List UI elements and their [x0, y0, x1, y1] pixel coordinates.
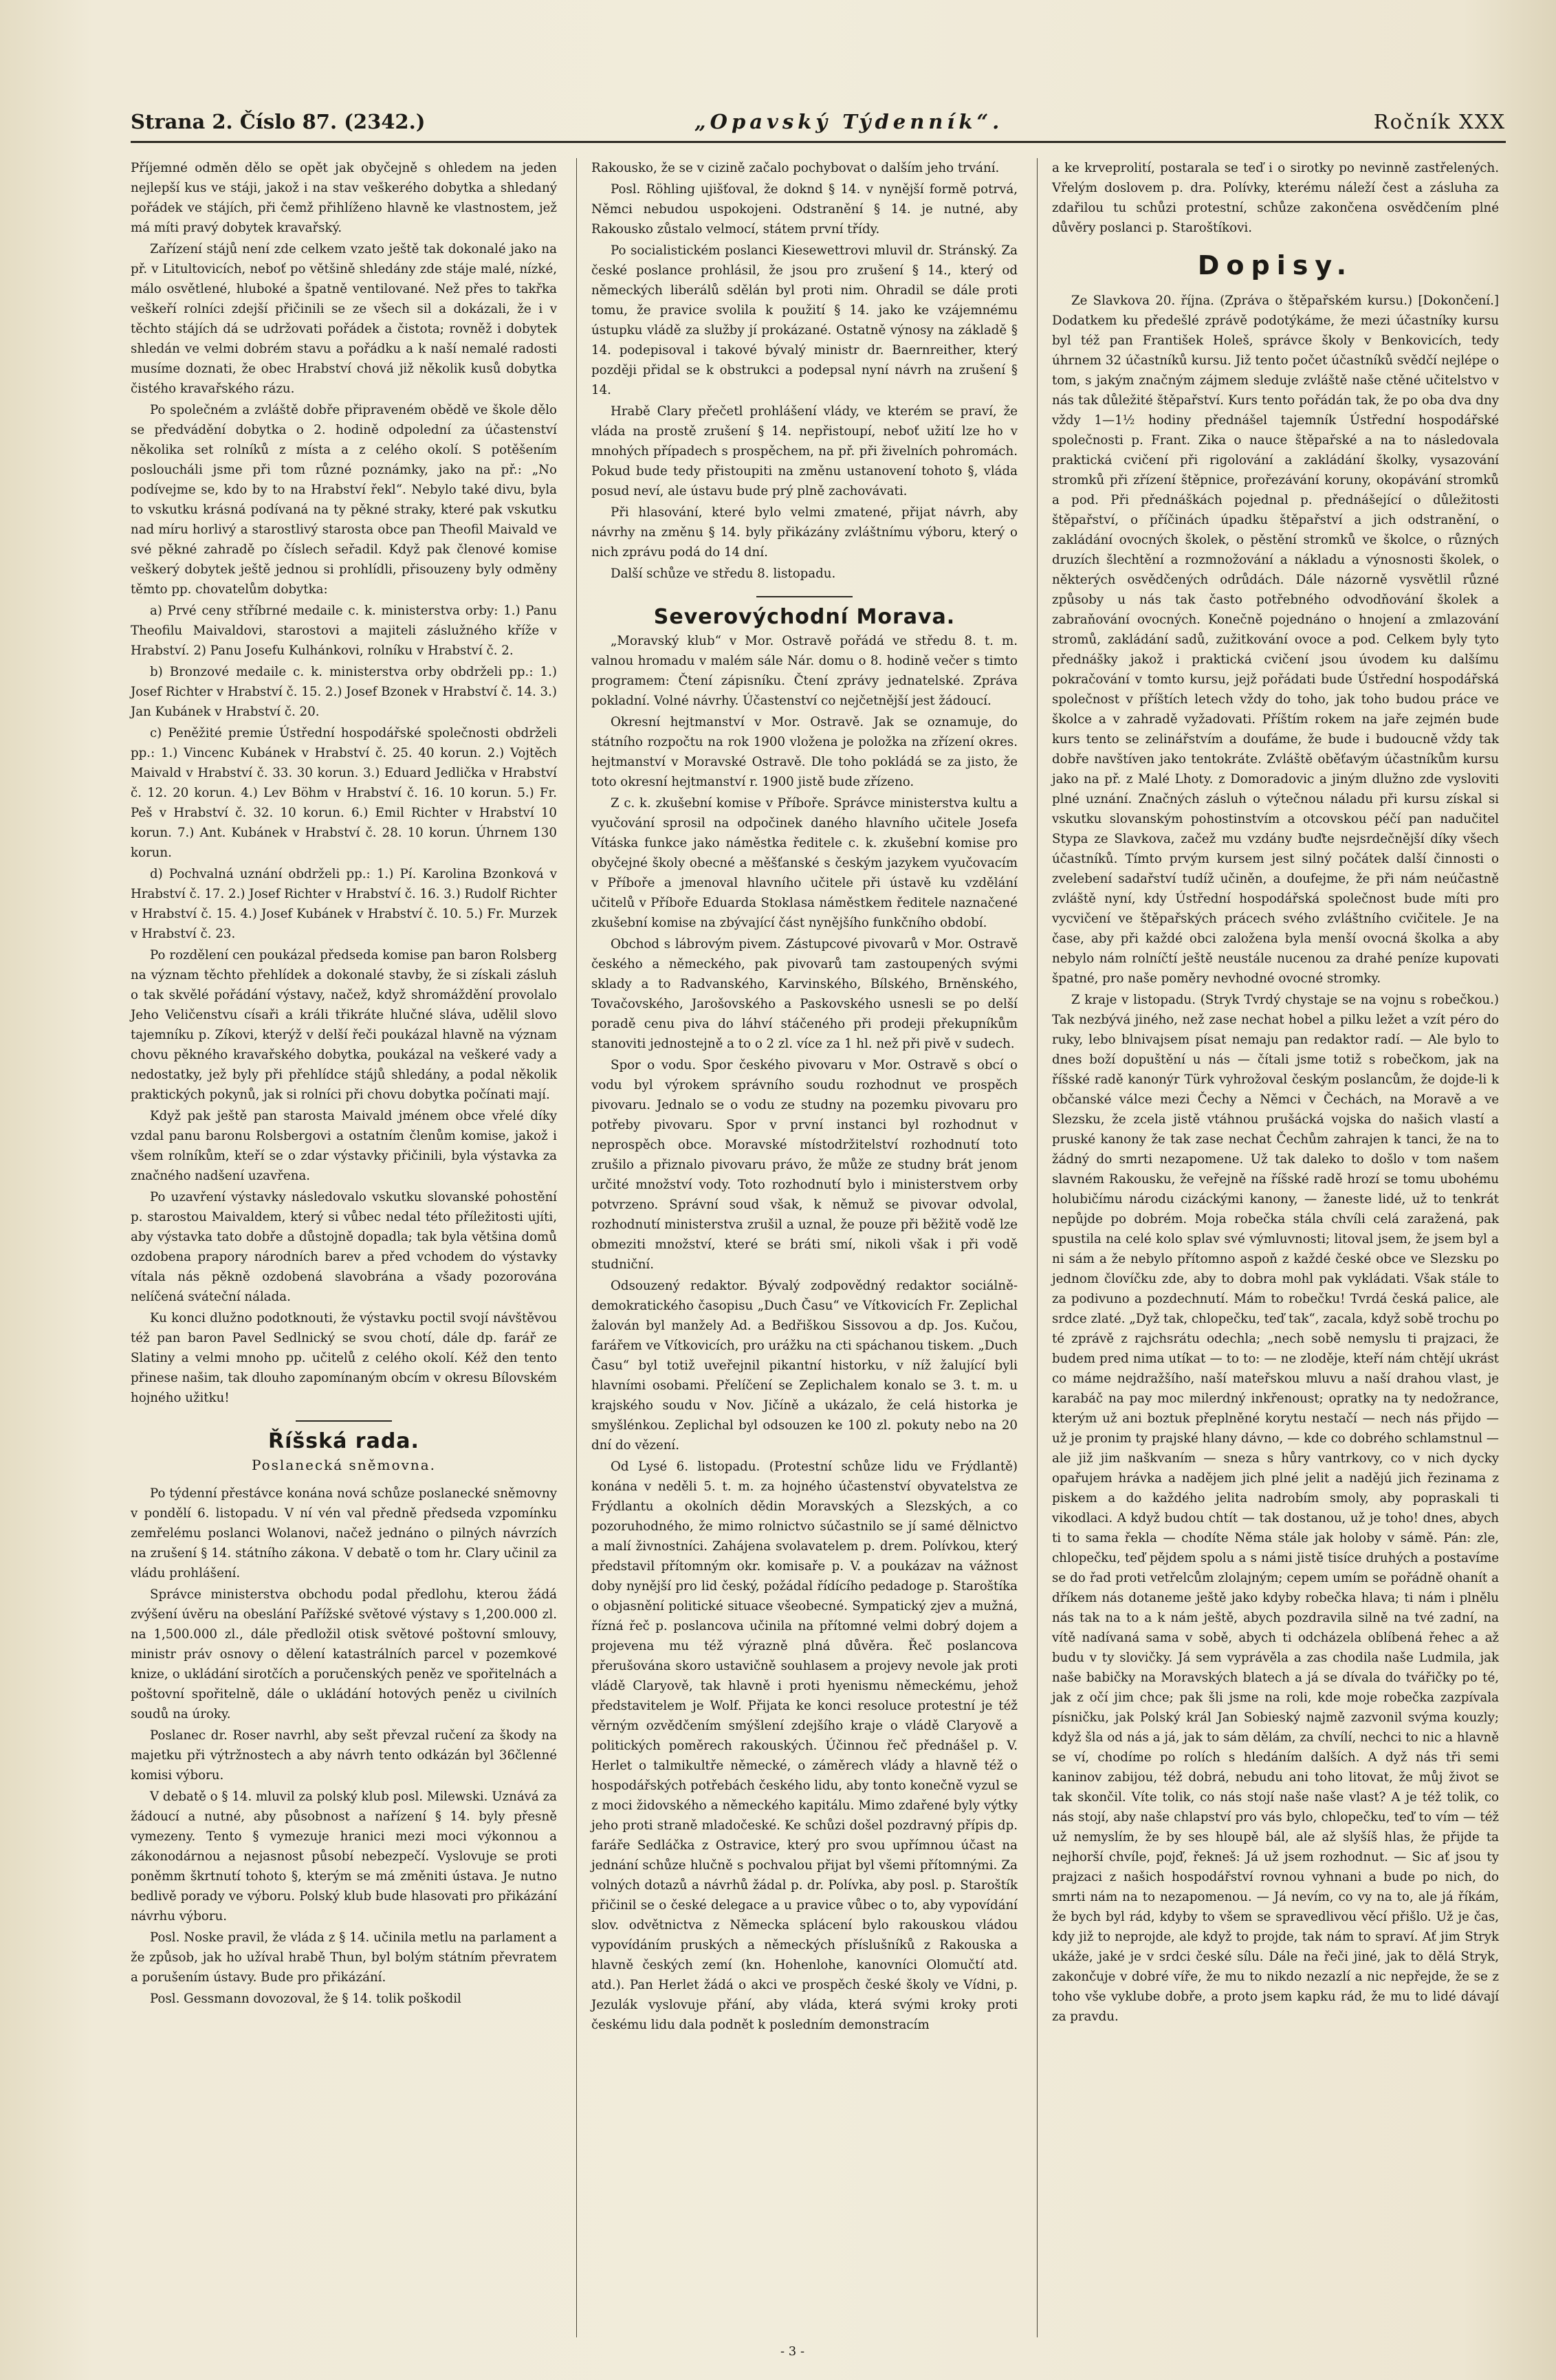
paragraph: Posl. Röhling ujišťoval, že doknd § 14. v nynější formě potrvá, Němci nebudou uspokojeni. Odstranění § 14. je nutné, aby Rakousko zůstalo velmocí, státem první třídy. [591, 182, 1018, 236]
newspaper-title: „Opavský Týdenník“. [694, 110, 1004, 133]
paragraph: Hrabě Clary přečetl prohlášení vlády, ve kterém se praví, že vláda na prostě zrušení § 14. nepřistoupí, neboť užití lze ho v mnohých případech s prospěchem, na př. při živelních pohromách. Pokud bude tedy přistoupiti na změnu ustanovení tohoto §, vláda posud neví, ale ústavu bude prý plně zachovávati. [591, 404, 1018, 498]
paragraph: Příjemné odměn dělo se opět jak obyčejně s ohledem na jeden nejlepší kus ve stáji, jakož i na stav veškerého dobytka a shledaný pořádek ve stájích, při čemž přihlíženo hlavně ke vlastnostem, jež má míti pravý dobytek kravařský. [131, 161, 557, 235]
paragraph: Po rozdělení cen poukázal předseda komise pan baron Rolsberg na význam těchto přehlídek a dokonalé stavby, že si získali zásluh o tak skvělé pořádání výstavy, načež, když shromáždění provolalo Jeho Veličenstvu císaři a králi třikráte hlučné sláva, udělil slovo tajemníku p. Zíkovi, kterýž v delší řeči poukázal hlavně na význam chovu pěkného kravařského dobytka, poukázal na veškeré vady a nedostatky, jež byly při přehlídce stájů shledány, a podal několik praktických pokynů, jak si rolníci při chovu dobytka počínati mají. [131, 948, 557, 1102]
section-separator [756, 596, 853, 597]
paragraph: c) Peněžité premie Ústřední hospodářské společnosti obdrželi pp.: 1.) Vincenc Kubánek v Hrabství č. 25. 40 korun. 2.) Vojtěch Maivald v Hrabství č. 33. 30 korun. 3.) Eduard Jedlička v Hrabství č. 12. 20 korun. 4.) Lev Böhm v Hrabství č. 16. 10 korun. 5.) Fr. Peš v Hrabství č. 32. 10 korun. 6.) Emil Richter v Hrabství 10 korun. 7.) Ant. Kubánek v Hrabství č. 28. 10 korun. Úhrnem 130 korun. [131, 726, 557, 860]
paragraph: Z c. k. zkušební komise v Příboře. Správce ministerstva kultu a vyučování sprosil na odpočinek daného hlavního učitele Josefa Vításka funkce jako náměstka ředitele c. k. zkušební komise pro obyčejné školy obecné a měšťanské s českým jazykem vyučovacím v Příboře a jmenoval hlavního učitele při ústavě ku vzdělání učitelů v Příboře Eduarda Stoklasa náměstkem ředitele naznačené zkušební komise na zbývající část nynějšího funkčního období. [591, 796, 1018, 930]
paragraph: Při hlasování, které bylo velmi zmatené, přijat návrh, aby návrhy na změnu § 14. byly přikázány zvláštnímu výboru, který o nich zprávu podá do 14 dní. [591, 505, 1018, 560]
paragraph: Po socialistickém poslanci Kiesewettrovi mluvil dr. Stránský. Za české poslance prohlásil, že jsou pro zrušení § 14., který od německých liberálů sdělán byl proti nim. Ohradil se dále proti tomu, že pravice svolila k použití § 14. jako ke vzájemnému ústupku vládě za služby jí prokázané. Ostatně výnosy na základě § 14. podepisoval i takové bývalý ministr dr. Baernreither, který později přidal se k obstrukci a podepsal nyní návrh na zrušení § 14. [591, 243, 1018, 397]
paragraph: Posl. Noske pravil, že vláda z § 14. učinila metlu na parlament a že způsob, jak ho užíval hrabě Thun, byl bolým státním převratem a porušením ústavy. Bude pro přikázání. [131, 1930, 557, 1985]
paragraph: Z kraje v listopadu. (Stryk Tvrdý chystaje se na vojnu s robečkou.) Tak nezbývá jiného, než zase nechat hobel a pilku ležet a vzít péro do ruky, lebo blnivajsem písat nemaju pan redaktor radí. — Ale bylo to dnes boží dopuštění u nás — čítali jsme totiž s robečkom, jak na říšské radě kanonýr Türk vyhrožoval českým poslancům, že dojde-li k občanské válce mezi Čechy a Němci v Čechách, na Moravě a ve Slezsku, že zcela jistě vtáhnou prušácká vojska do našich vlastí a pruské kanony že tak zase nechat Čechům zahrajen k tanci, že na to žádný do smrti nezapomene. Už tak daleko to došlo v tom našem slavném Rakousku, že veřejně na říšské radě hrozí se tomu ubohému holubičímu národu cizáckými kanony, — žaneste lidé, už to tenkrát nepůjde po dobrém. Moja robečka stála chvíli celá zaražená, pak spustila na celé kolo splav své výmluvnosti; litoval jsem, že jsem byl a ni sám a že nebylo přítomno aspoň z každé české obce ve Slezsku po jednom človíčku zde, aby to dobra mohl pak vykládati. Však stále to za podivuno a pozdechnutí. Mám to robečku! Tvrdá česká palice, ale srdce zlaté. „Dyž tak, chlopečku, teď tak“, zacala, když sobě trochu po té zprávě z rajchsrátu odechla; „nech sobě nemyslu ti prajzaci, že budem pred nima utíkat — to to: — ne zloděje, kteří nám chtějí ukrást co máme nejdražšího, naší mateřskou mluvu a naší drahou vlast, je karabáč na pay moc milerdný inkřenoust; opratky na ty nedožrance, kterým už ani boztuk přeplněné korytu nestačí — nech nás přijdo — už je pronim ty prajské hlany dávno, — kde co dobrého schlamstnul — ale již jim naškvaním — sneza s hůry vantrkovy, co v nich dycky opařujem hrávka a nadějem jich plné jelit a nadějú jich řezinama z piskem a do každého jelita nadrobím smoly, aby popraskali ti vikodlaci. A když budou chtít — tak dostanou, už je toho! dnes, abych ti to sama řekla — chodíte Něma stále jak holoby v sámě. Pán: zle, chlopečku, teď pějdem spolu a s námi jistě tisíce druhých a postavíme se do řad proti vetřelcům zlolajným; cepem umím se pořádně ohanít a dříkem nás dotaneme ještě jako kdyby robečka hlava; ti nám i plnělu nás tak na to a k nám ještě, abych pozdravila silně na tvé zadní, na vítě nadívaná sama v sobě, abych ti odcházela oblíbená řehec a až budu v ty slovičky. Já sem vyprávěla a zas chodila naše Ludmila, jak naše babičky na Moravských blatech a já se dívala do tvářičky po té, jak z očí jim chce; pak šli jsme na roli, kde moje robečka zazpívala písničku, jak Polský král Jan Sobieský najmě zazvonil svýma kouzly; když šla od nás a já, jak to sám dělám, za chvílí, nechci to nic a hlavně se ví, chodíme po rolích s hledáním dalších. A dyž nás tři semi kaninov zabijou, též dobrá, nebudu ani toho litovat, že můj život se tak skončil. Víte tolik, co nás stojí naše naše vlast? A je též tolik, co nás stojí, aby naše chlapství pro vás bylo, chlopečku, teď to vím — též už nemyslím, že by ses hloupě bál, ale až slyšíš hlas, že přijde ta nejhorší chvíle, pojď, řekneš: Já už jsem rozhodnut. — Sic ať jsou ty prajzaci z našich hospodářství rovnou vyhnani a bude po nich, do smrti nám na to nezapomenou. — Já nevím, co vy na to, ale já říkám, že bych byl rád, kdyby to všem se spravedlivou věcí přišlo. Už je čas, kdy již to neprojde, ale když to projde, tak nám to spraví. Ať jim Stryk ukáže, jaké je v srdci české sílu. Dále na řeči jiné, jak to dělá Stryk, zakončuje v dobré víře, že mu to nikdo nezazlí a nic nepřejde, že se z toho vše vyklube dobře, a proto jsem kapku rád, že mu to lidé dávají za pravdu. [1052, 993, 1499, 2024]
column-divider [1037, 158, 1038, 2337]
section-separator [296, 1420, 392, 1422]
paragraph: Když pak ještě pan starosta Maivald jménem obce vřelé díky vzdal panu baronu Rolsbergovi a ostatním členům komise, jakož i všem rolníkům, kteří se o zdar výstavky přičinili, byla výstavka za značného nadšení uzavřena. [131, 1109, 557, 1183]
section-subtitle: Poslanecká sněmovna. [251, 1457, 437, 1473]
paragraph: Od Lysé 6. listopadu. (Protestní schůze lidu ve Frýdlantě) konána v neděli 5. t. m. za hojného účastenství obyvatelstva ze Frýdlantu a okolních dědin Moravských a Slezských, a co pozoruhodného, že mimo rolnictvo súčastnilo se jí samé dělnictvo a malí živnostníci. Zahájena svolavatelem p. drem. Polívkou, který představil přítomným okr. komisaře p. V. a poukázav na vážnost doby nynější pro lid český, požádal řídícího pedadoge p. Staroštíka o objasnění politické situace všeobecné. Sympatický zjev a mužná, řízná řeč p. poslancova učinila na přítomné velmi dobrý dojem a projevena mu též výrazně plná důvěra. Řeč poslancova přerušována skoro ustavičně souhlasem a projevy nevole jak proti vládě Claryově, tak hlavně i proti hyenismu německému, jehož představitelem je Wolf. Přijata ke konci resoluce protestní je též věrným ozvědčením smýšlení zdejšího kraje o vládě Claryově a politických poměrech rakouských. Účinnou řeč přednášel p. V. Herlet o talmikultře německé, o záměrech vlády a hlavně též o hospodářských potřebách českého lidu, aby tonto konečně vyzul se z moci židovského a německého kapitálu. Mimo zdařené byly výtky jeho proti straně mladočeské. Ke schůzi došel pozdravný přípis dp. faráře Sedláčka z Ostravice, který pro svou upřímnou účast na jednání schůze hlučně s pochvalou přijat byl všemi přítomnými. Za volných dotazů a návrhů žádal p. dr. Polívka, aby posl. p. Staroštík přičinil se o české delegace a u pravice vůbec o to, aby vypovídání slov. odvětnictva z Německa splácení bylo rakouskou vládou vypovídáním pruských a německých příslušníků z Rakouska a hlavně českých zemí (kn. Hohenlohe, kanovníci Olomučtí atd. atd.). Pan Herlet žádá o akci ve prospěch české školy ve Vídni, p. Jezulák vyslovuje přání, aby vláda, která svými kroky proti českému lidu dala podnět k posledním demonstracím [591, 1459, 1018, 2032]
paragraph: b) Bronzové medaile c. k. ministerstva orby obdrželi pp.: 1.) Josef Richter v Hrabství č. 15. 2.) Josef Bzonek v Hrabství č. 14. 3.) Jan Kubánek v Hrabství č. 20. [131, 665, 557, 719]
column-2 [591, 158, 1018, 2036]
paragraph: Po společném a zvláště dobře připraveném obědě ve škole dělo se předvádění dobytka o 2. hodině odpolední za účastenství několika set rolníků z místa a z celého okolí. S potěšením posloucháli jsme při tom různé poznámky, jako na př.: „No podívejme se, kdo by to na Hrabství řekl“. Nebylo také divu, byla to vskutku krásná podívaná na ty pěkné straky, které pak vskutku nad míru horlivý a starostlivý starosta obce pan Theofil Maivald ve své pěkné zahradě po číslech seřadil. Když pak členové komise veškerý dobytek ještě jednou si prohlídli, přisouzeny byly odměny těmto pp. chovatelům dobytka: [131, 403, 557, 597]
volume-label: Ročník XXX [1373, 110, 1506, 133]
paragraph: a) Prvé ceny stříbrné medaile c. k. ministerstva orby: 1.) Panu Theofilu Maivaldovi, starostovi a majiteli záslužného kříže v Hrabství. 2) Panu Josefu Kulhánkovi, rolníku v Hrabství č. 2. [131, 604, 557, 658]
paragraph: Zařízení stájů není zde celkem vzato ještě tak dokonalé jako na př. v Litultovicích, neboť po většině shledány zde stáje malé, nízké, málo osvětlené, hluboké a špatně ventilované. Než přes to takřka veškeří rolníci zdejší přičinili se ze všech sil a dokázali, že i v těchto stájích dá se udržovati pořádek a čistota; rovněž i dobytek shledán ve velmi dobrém stavu a pořádku a k naší nemalé radosti musíme doznati, že obec Hrabství chová již několik kusů dobytka čistého kravařského rázu. [131, 242, 557, 396]
column-1 [131, 158, 557, 2010]
page-footer-mark: - 3 - [780, 2344, 805, 2359]
section-title-severovychodni-morava: Severovýchodní Morava. [653, 605, 956, 629]
paragraph: „Moravský klub“ v Mor. Ostravě pořádá ve středu 8. t. m. valnou hromadu v malém sále Nár. domu o 8. hodině večer s timto programem: Čtení zápisníku. Čtení zprávy jednatelské. Zpráva pokladní. Volné návrhy. Účastenství co nejčetnější jest žádoucí. [591, 634, 1018, 708]
paragraph: a ke krveprolití, postarala se teď i o sirotky po nevinně zastřelených. Vřelým doslovem p. dra. Polívky, kterému náleží čest a zásluha za zdařilou tu schůzi protestní, schůze zakončena osvědčením plné důvěry poslanci p. Staroštíkovi. [1052, 161, 1499, 235]
paragraph: Posl. Gessmann dovozoval, že § 14. tolik poškodil [150, 1992, 461, 2006]
paragraph: Správce ministerstva obchodu podal předlohu, kterou žádá zvýšení úvěru na obeslání Pařížské světové výstavy s 1,200.000 zl. na 1,500.000 zl., dále předložil otisk světové poštovní smlouvy, ministr práv osnovy o dělení katastrálních parcel v pozemkové knize, o ukládání sirotčích a poručenských peněz ve spořitelnách a poštovní spořitelně, dále o ukládání hotových peněz u civilních soudů na úroky. [131, 1587, 557, 1721]
column-divider [576, 158, 577, 2337]
page-number-issue: Strana 2. Číslo 87. (2342.) [131, 110, 426, 133]
paragraph: Další schůze ve středu 8. listopadu. [611, 566, 836, 581]
paragraph: d) Pochvalná uznání obdrželi pp.: 1.) Pí. Karolina Bzonková v Hrabství č. 17. 2.) Josef Richter v Hrabství č. 16. 3.) Rudolf Richter v Hrabství č. 15. 4.) Josef Kubánek v Hrabství č. 10. 5.) Fr. Murzek v Hrabství č. 23. [131, 867, 557, 941]
header-rule [131, 141, 1506, 143]
page-header [131, 103, 1506, 144]
paragraph: Ze Slavkova 20. října. (Zpráva o štěpařském kursu.) [Dokončení.] Dodatkem ku předešlé zprávě podotýkáme, že mezi účastníky kursu byl též pan František Holeš, správce školy v Benkovicích, tedy úhrnem 32 účastníků kursu. Již tento počet účastníků svědčí nejlépe o tom, s jakým značným zájmem sleduje zvláště naše ctěné učitelstvo v nás tak důležité štěpařství. Kurs tento pořádán tak, že po oba dva dny vždy 1—1½ hodiny přednášel tajemník Ústřední hospodářské společnosti p. Frant. Zika o nauce štěpařské a na to následovala praktická cvičení při rigolování a zakládání školky, vysazování stromků při zřízení štěpnice, prořezávání koruny, okopávání stromků a pod. Při přednáškách pojednal p. přednášející o důležitosti štěpařství, o příčinách úpadku štěpařství a jich odstranění, o zakládání ovocných školek, o pěstění stromků ve školce, o různých druzích šlechtění a rozmnožování a nákladu a výnosnosti školek, o některých osvědčených odrůdách. Dále názorně vysvětlil různé způsoby u nás tak často potřebného odvodňování školek a zabraňování ovocných. Konečně pojednáno o hnojení a zmlazování stromů, zakládání sadů, zužitkování ovoce a pod. Celkem byly tyto přednášky jakož i praktická cvičení jsou úvodem ku dalšímu pokračování v tomto kursu, jejž pořádati bude Ústřední hospodářská společnost v příštích letech vždy do toho, jak toho budou práce ve školce a v zahradě vyžadovati. Příštím rokem na jaře zejmén bude kurs tento se zelinářstvím a doufáme, že bude i budoucně vždy tak dobře navštíven jako tentokráte. Zvláště oběťavým účastníkům kursu jako na př. z Malé Lhoty. z Domoradovic a jiným dlužno zde vysloviti plné uznání. Značných zásluh o výtečnou náladu při kursu získal si vskutku slovanským pohostinstvím a otcovskou péčí pan nadučitel Stypa ze Slavkova, začež mu vzdány buďte nejsrdečnější díky všech účastníků. Tímto prvým kursem jest silný počátek další činnosti o zvelebení sadařství tudíž učiněn, a doufejme, že při nám neúčastně zvláště nyní, kdy Ústřední hospodářská společnost bude míti pro vycvičení ve štěpařských prácech svého zvláštního cvičitele. Je na čase, aby při každé obci založena byla menší ovocná školka a aby nebylo nám rolníčtí ještě neustále nucenou za drahé peníze kupovati špatné, pro naše poměry nevhodné ovocné stromky. [1052, 294, 1499, 986]
paragraph: Poslanec dr. Roser navrhl, aby sešt převzal ručení za škody na majetku při výtržnostech a aby návrh tento odkázán byl 36členné komisi výboru. [131, 1728, 557, 1783]
section-title-dopisy: Dopisy. [1197, 250, 1354, 280]
paragraph: Rakousko, že se v cizině začalo pochybovat o dalším jeho trvání. [591, 161, 1000, 175]
paragraph: Po uzavření výstavky následovalo vskutku slovanské pohostění p. starostou Maivaldem, který si vůbec nedal této příležitosti ujíti, aby výstavka tato dobře a důstojně dopadla; tak byla většina domů ozdobena prapory národních barev a před vchodem do výstavky vítala nás pěkně ozdobená slavobrána a všady pozorována nelíčená sváteční nálada. [131, 1190, 557, 1304]
paragraph: Odsouzený redaktor. Bývalý zodpovědný redaktor sociálně-demokratického časopisu „Duch Času“ ve Vítkovicích Fr. Zeplichal žalován byl manžely Ad. a Bedřiškou Sissovou a dp. Jos. Kučou, farářem ve Vítkovicích, pro urážku na cti spáchanou tiskem. „Duch Času“ byl totiž uveřejnil pikantní historku, v níž žalující byli hlavními osobami. Přelíčení se Zeplichalem konalo se 3. t. m. u krajského soudu v Nov. Jičíně a ukázalo, že celá historka je smyšlénkou. Zeplichal byl odsouzen ke 100 zl. pokuty nebo na 20 dní do vězení. [591, 1279, 1018, 1453]
section-title-risska-rada: Říšská rada. [268, 1429, 419, 1453]
column-3 [1052, 158, 1499, 2028]
paragraph: Okresní hejtmanství v Mor. Ostravě. Jak se oznamuje, do státního rozpočtu na rok 1900 vložena je položka na zřízení okres. hejtmanství v Moravské Ostravě. Dle toho pokládá se za jisto, že toto okresní hejtmanství r. 1900 jistě bude zřízeno. [591, 715, 1018, 789]
paragraph: Obchod s lábrovým pivem. Zástupcové pivovarů v Mor. Ostravě českého a německého, pak pivovarů tam zastoupených svými sklady a to Radvanského, Karvinského, Bílského, Brněnského, Tovačovského, Jarošovského a Paskovského usnesli se po delší poradě cenu piva do láhví stáčeného při prodeji překupníkům stanoviti jednostejně a to o 2 zl. více za 1 hl. než při pivě v sudech. [591, 937, 1018, 1051]
paragraph: Spor o vodu. Spor českého pivovaru v Mor. Ostravě s obcí o vodu byl výrokem správního soudu rozhodnut ve prospěch pivovaru. Jednalo se o vodu ze studny na pozemku pivovaru pro potřeby pivovaru. Spor v první instanci byl rozhodnut v neprospěch obce. Moravské místodržitelství rozhodnutí toto zrušilo a přiznalo pivovaru právo, že může ze studny brát jenom určité množství vody. Toto rozhodnutí bylo i ministerstvem orby potvrzeno. Správní soud však, k němuž se pivovar odvolal, rozhodnutí ministerstva zrušil a uznal, že pouze při běžitě vodě lze obmeziti množství, které se bráti smí, nikoli však i při vodě studniční. [591, 1058, 1018, 1272]
paragraph: V debatě o § 14. mluvil za polský klub posl. Milewski. Uznává za žádoucí a nutné, aby působnost a nařízení § 14. byly přesně vymezeny. Tento § vymezuje hranici mezi moci výkonnou a zákonodárnou a nejasnost působí nebezpečí. Vyslovuje se proti poněmm škrtnutí tohoto §, kterým se má změniti ústava. Je nutno bedlivě porady ve výboru. Polský klub bude hlasovati pro přikázání návrhu výboru. [131, 1789, 557, 1924]
paragraph: Ku konci dlužno podotknouti, že výstavku poctil svojí návštěvou též pan baron Pavel Sedlnický se svou chotí, dále dp. farář ze Slatiny a velmi mnoho pp. učitelů z celého okolí. Kéž den tento přinese našim, tak dlouho zapomínaným obcím v okresu Bílovském hojného užitku! [131, 1311, 557, 1405]
paragraph: Po týdenní přestávce konána nová schůze poslanecké sněmovny v pondělí 6. listopadu. V ní vén val předně předseda vzpomínku zemřelému poslanci Wolanovi, načež jednáno o pilných návrzích na zrušení § 14. státního zákona. V debatě o tom hr. Clary učinil za vládu prohlášení. [131, 1486, 557, 1580]
